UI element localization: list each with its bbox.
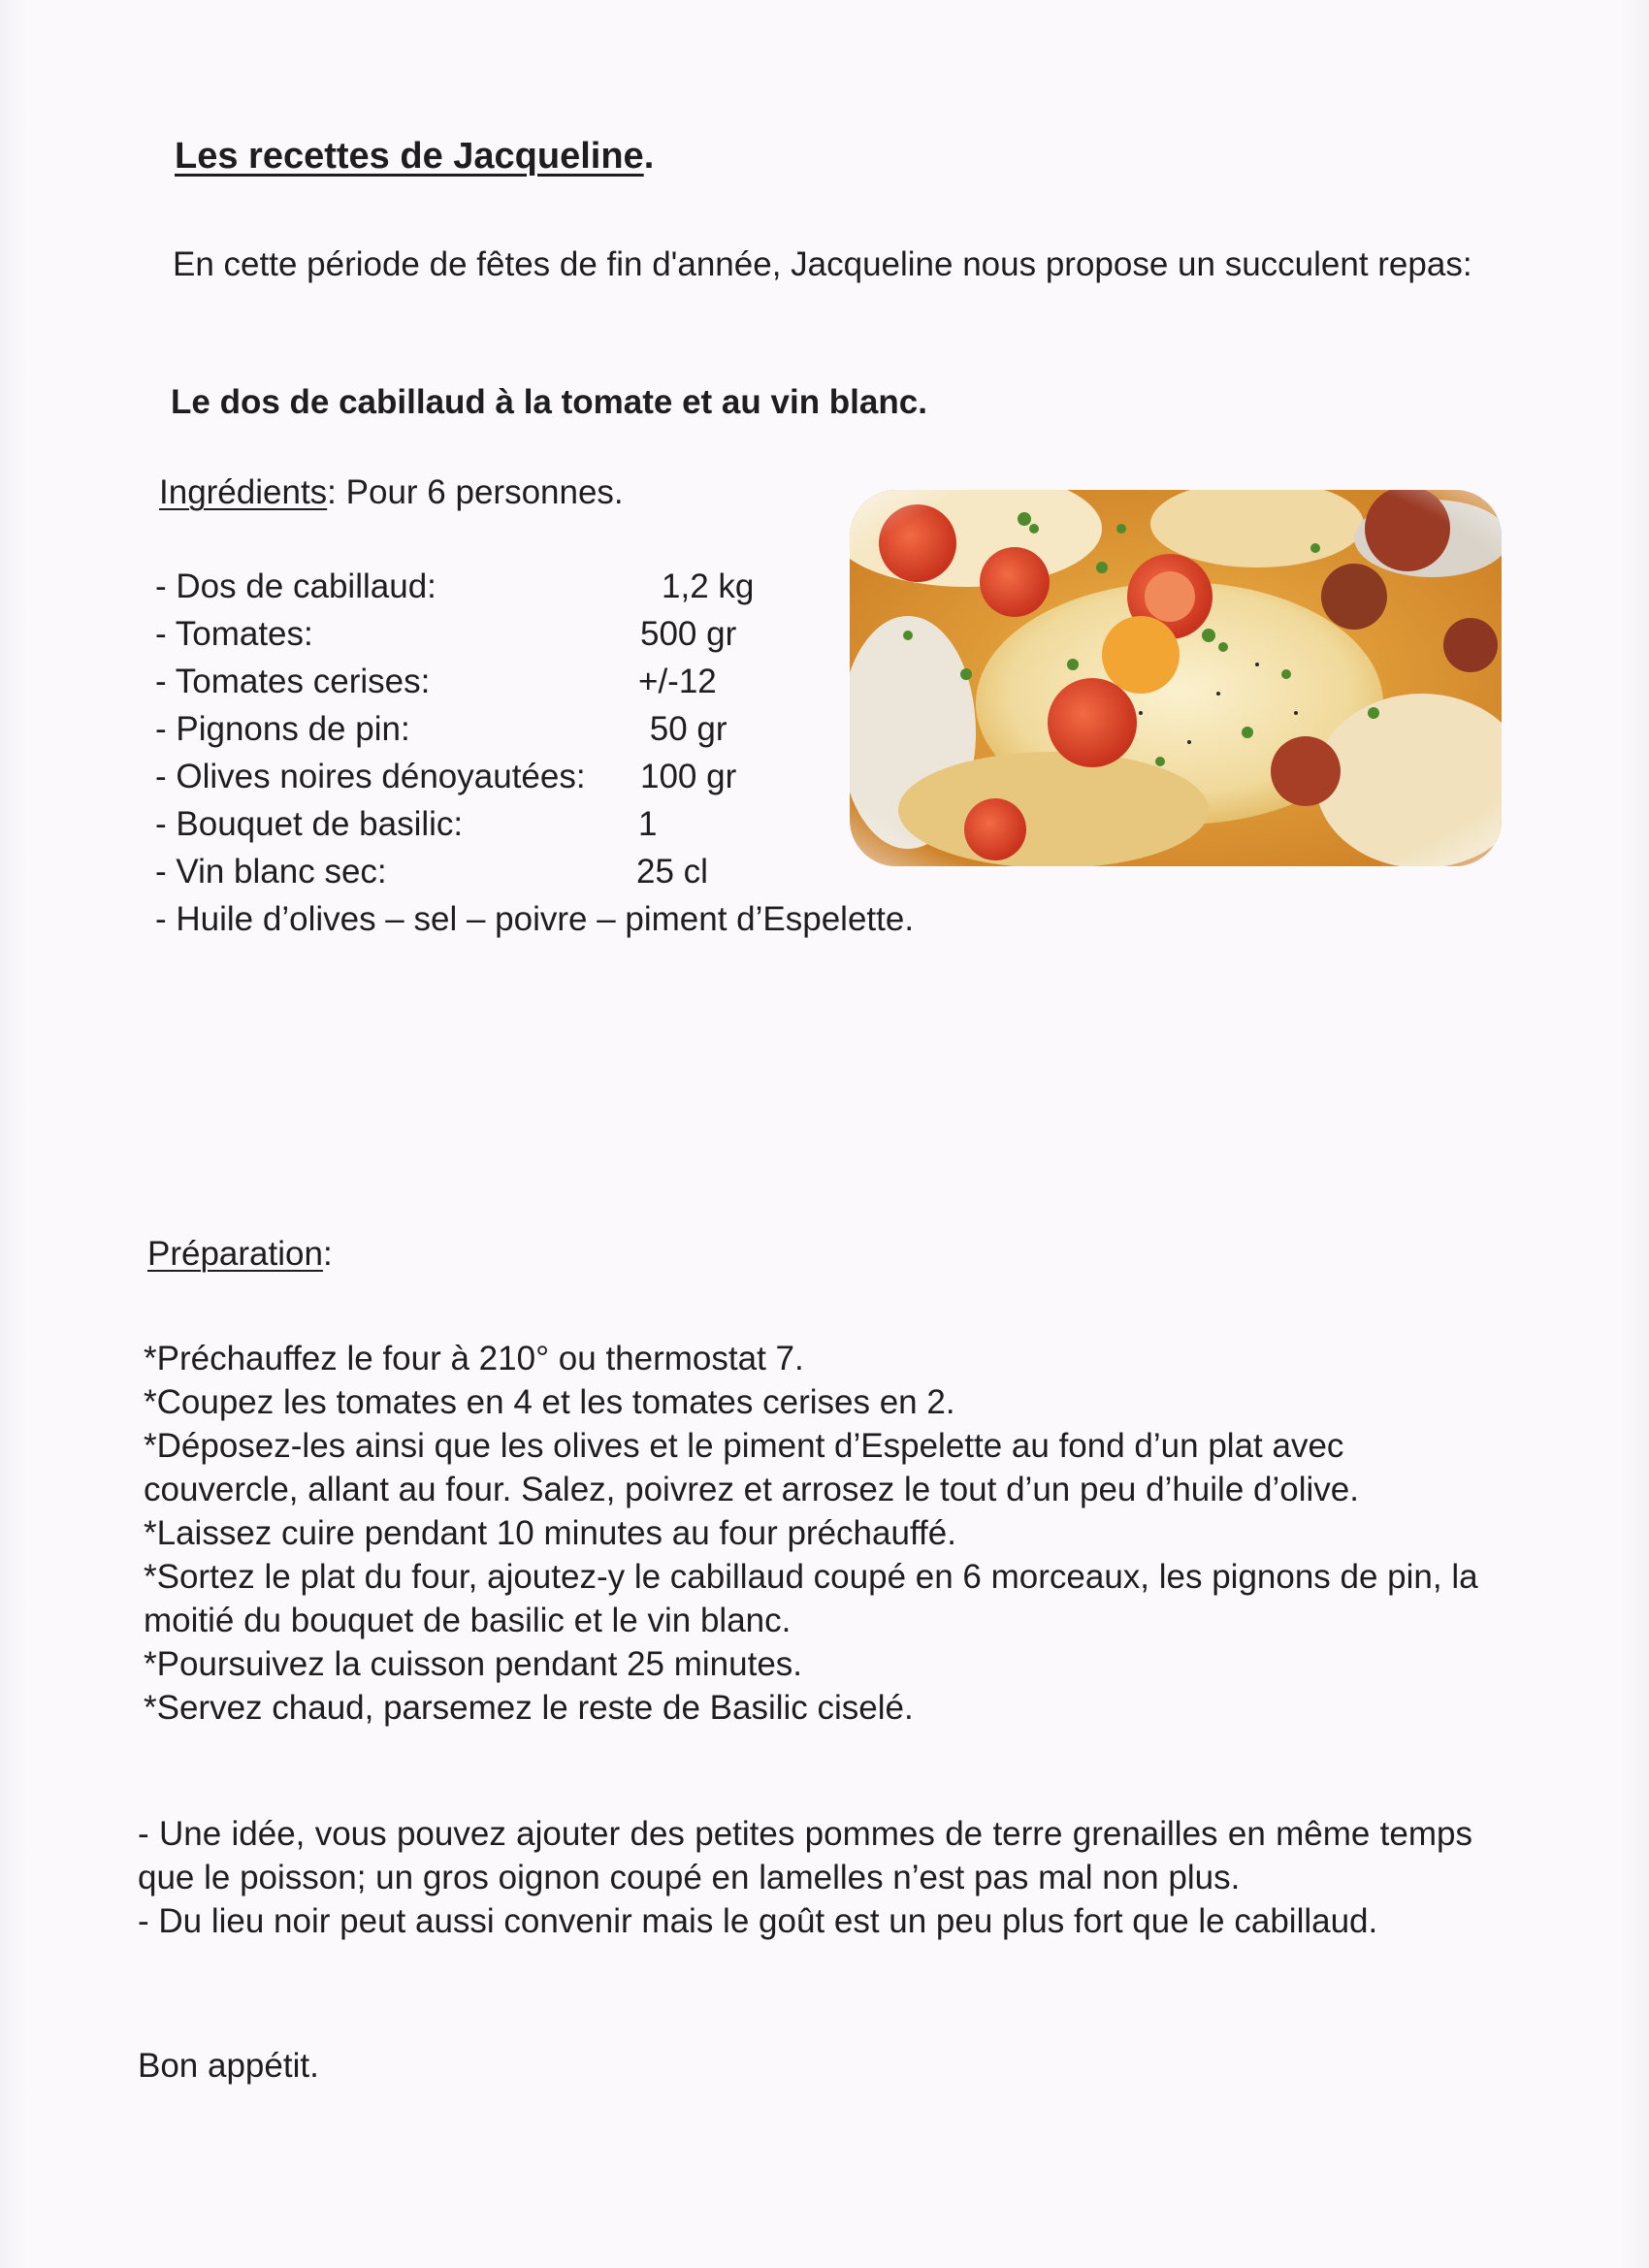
page-title — [175, 136, 654, 178]
preparation-heading-label: Préparation — [147, 1235, 323, 1273]
preparation-step: *Coupez les tomates en 4 et les tomates cerises en 2. — [144, 1383, 955, 1421]
preparation-step: *Laissez cuire pendant 10 minutes au four préchauffé. — [144, 1514, 956, 1552]
ingredient-name: - Pignons de pin: — [155, 710, 410, 748]
ingredient-name: - Tomates: — [155, 615, 313, 653]
preparation-heading — [147, 1235, 333, 1274]
dish-photo-icon — [850, 490, 1502, 866]
ingredients-heading-label: Ingrédients — [159, 473, 328, 511]
preparation-step: *Préchauffez le four à 210° ou thermostat 7. — [144, 1340, 804, 1377]
ingredient-name: - Tomates cerises: — [155, 663, 431, 700]
ingredient-quantity: +/-12 — [638, 663, 717, 700]
preparation-heading-colon: : — [322, 1235, 333, 1273]
ingredient-row — [155, 900, 1028, 948]
ingredient-name: - Vin blanc sec: — [155, 853, 387, 891]
preparation-steps — [144, 1337, 1482, 1730]
intro-paragraph: En cette période de fêtes de fin d'année, Jacqueline nous propose un succulent repas: — [173, 245, 1472, 283]
ingredient-quantity: 100 gr — [640, 758, 737, 795]
ingredient-name: - Huile d’olives – sel – poivre – piment d’Espelette. — [155, 900, 915, 938]
preparation-step: *Servez chaud, parsemez le reste de Basilic ciselé. — [144, 1689, 914, 1727]
recipe-note: - Une idée, vous pouvez ajouter des petites pommes de terre grenailles en même temps que le poisson; un gros oignon coupé en lamelles n’est pas mal non plus. — [138, 1815, 1472, 1896]
ingredient-quantity: 1 — [638, 805, 658, 843]
ingredient-name: - Bouquet de basilic: — [155, 805, 464, 843]
closing-text: Bon appétit. — [138, 2047, 319, 2085]
ingredient-name: - Olives noires dénoyautées: — [155, 758, 586, 795]
recipe-note: - Du lieu noir peut aussi convenir mais le goût est un peu plus fort que le cabillaud. — [138, 1902, 1378, 1940]
recipe-notes — [138, 1812, 1472, 1943]
page-title-dot: . — [643, 136, 655, 177]
ingredients-heading — [159, 473, 624, 512]
ingredient-quantity: 1,2 kg — [662, 567, 755, 605]
servings-text: Pour 6 personnes. — [345, 473, 624, 511]
page-title-text: Les recettes de Jacqueline — [175, 136, 644, 177]
ingredient-quantity: 500 gr — [640, 615, 737, 653]
dish-photo — [850, 490, 1502, 866]
ingredient-quantity: 25 cl — [636, 853, 708, 891]
ingredients-heading-colon: : — [327, 473, 337, 511]
preparation-step: *Poursuivez la cuisson pendant 25 minutes. — [144, 1645, 803, 1683]
dish-title: Le dos de cabillaud à la tomate et au vin blanc. — [171, 383, 927, 421]
ingredient-name: - Dos de cabillaud: — [155, 567, 436, 605]
preparation-step: *Déposez-les ainsi que les olives et le piment d’Espelette au fond d’un plat avec couvercle, allant au four. Salez, poivrez et arrosez le tout d’un peu d’huile d’olive. — [144, 1427, 1359, 1508]
ingredient-quantity: 50 gr — [640, 710, 728, 748]
preparation-step: *Sortez le plat du four, ajoutez-y le cabillaud coupé en 6 morceaux, les pignons de pin, la moitié du bouquet de basilic et le vin blanc. — [144, 1558, 1478, 1639]
